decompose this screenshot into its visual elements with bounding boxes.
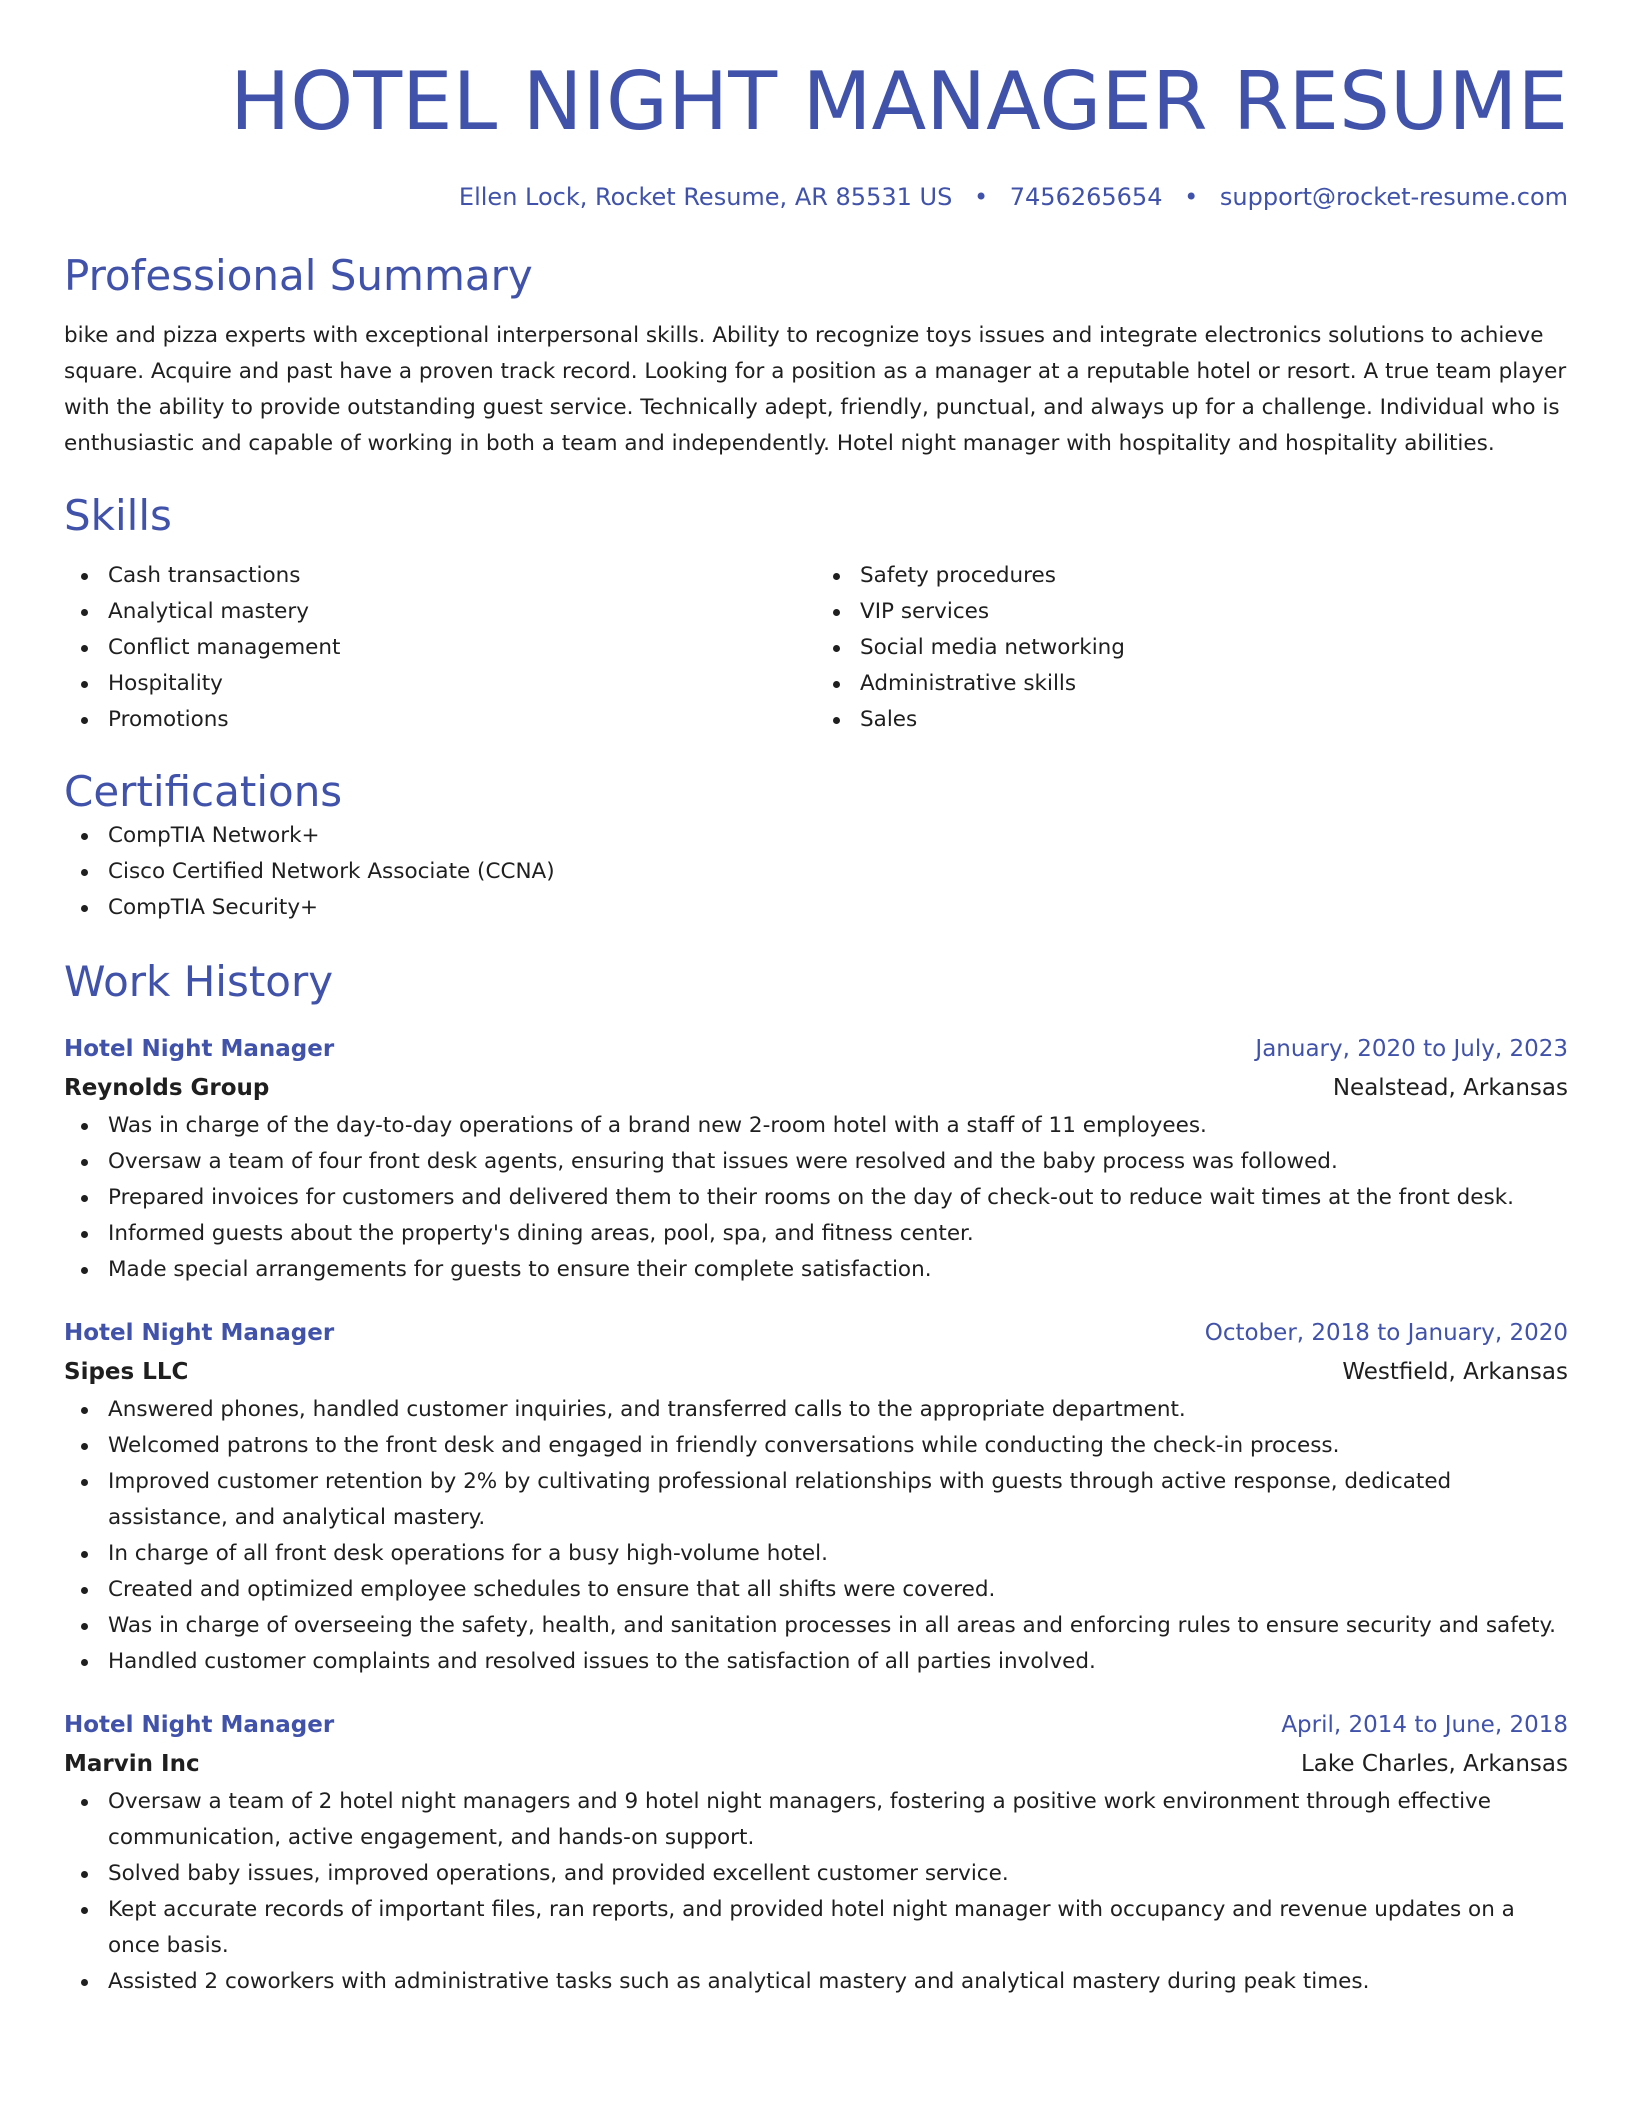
job-location: Lake Charles, Arkansas — [1300, 1751, 1568, 1777]
job-bullet: Informed guests about the property's dining areas, pool, spa, and fitness center. — [108, 1216, 1568, 1252]
job-bullet: Was in charge of the day-to-day operations of a brand new 2-room hotel with a staff of 11 employees. — [108, 1108, 1568, 1144]
skill-item: Sales — [860, 702, 1568, 738]
job-bullet: Solved baby issues, improved operations, and provided excellent customer service. — [108, 1856, 1568, 1892]
job-entry — [64, 1314, 1568, 1680]
job-company: Sipes LLC — [64, 1359, 189, 1385]
work-history-heading: Work History — [64, 957, 334, 1006]
job-entry — [64, 1030, 1568, 1288]
job-bullet: Kept accurate records of important files, ran reports, and provided hotel night manager with occupancy and revenue updates on a once basis. — [108, 1892, 1568, 1964]
job-bullet: Prepared invoices for customers and delivered them to their rooms on the day of check-out to reduce wait times at the front desk. — [108, 1180, 1568, 1216]
resume-title: HOTEL NIGHT MANAGER RESUME — [230, 55, 1568, 148]
skill-item: Cash transactions — [108, 558, 816, 594]
job-title: Hotel Night Manager — [64, 1036, 335, 1062]
job-dates: January, 2020 to July, 2023 — [1255, 1036, 1568, 1062]
job-title: Hotel Night Manager — [64, 1320, 335, 1346]
job-subheader — [64, 1744, 1568, 1784]
job-location: Nealstead, Arkansas — [1332, 1075, 1568, 1101]
contact-line — [64, 180, 1568, 214]
skill-item: VIP services — [860, 594, 1568, 630]
skill-item: Promotions — [108, 702, 816, 738]
skills-column-left — [64, 558, 816, 738]
job-bullet: Improved customer retention by 2% by cultivating professional relationships with guests through active response, dedicated assistance, and analytical mastery. — [108, 1464, 1568, 1536]
job-bullet: Created and optimized employee schedules to ensure that all shifts were covered. — [108, 1572, 1568, 1608]
contact-separator: • — [973, 183, 989, 211]
job-bullet: Handled customer complaints and resolved issues to the satisfaction of all parties involved. — [108, 1644, 1568, 1680]
contact-phone: 7456265654 — [1009, 183, 1163, 211]
skills-column-right — [816, 558, 1568, 738]
work-history-list — [64, 1030, 1568, 2000]
certifications-heading: Certifications — [64, 767, 343, 816]
job-bullet: In charge of all front desk operations for a busy high-volume hotel. — [108, 1536, 1568, 1572]
skill-item: Hospitality — [108, 666, 816, 702]
job-bullet: Was in charge of overseeing the safety, health, and sanitation processes in all areas and enforcing rules to ensure security and safety. — [108, 1608, 1568, 1644]
skill-item: Social media networking — [860, 630, 1568, 666]
job-location: Westfield, Arkansas — [1342, 1359, 1568, 1385]
certifications-list — [64, 818, 1568, 926]
job-bullet: Assisted 2 coworkers with administrative tasks such as analytical mastery and analytical mastery during peak times. — [108, 1964, 1568, 2000]
job-company: Marvin Inc — [64, 1751, 200, 1777]
skill-item: Administrative skills — [860, 666, 1568, 702]
job-bullet: Oversaw a team of 2 hotel night managers and 9 hotel night managers, fostering a positive work environment through effective communication, active engagement, and hands-on support. — [108, 1784, 1568, 1856]
job-entry — [64, 1706, 1568, 2000]
contact-email: support@rocket-resume.com — [1219, 183, 1568, 211]
contact-address: Ellen Lock, Rocket Resume, AR 85531 US — [458, 183, 953, 211]
job-dates: October, 2018 to January, 2020 — [1204, 1320, 1568, 1346]
certification-item: CompTIA Network+ — [108, 818, 1568, 854]
job-bullets — [64, 1784, 1568, 2000]
summary-heading: Professional Summary — [64, 251, 533, 300]
job-subheader — [64, 1068, 1568, 1108]
skills-grid — [64, 558, 1568, 738]
job-header — [64, 1706, 1568, 1744]
certification-item: Cisco Certified Network Associate (CCNA) — [108, 854, 1568, 890]
skill-item: Conflict management — [108, 630, 816, 666]
job-company: Reynolds Group — [64, 1075, 270, 1101]
job-bullet: Made special arrangements for guests to ensure their complete satisfaction. — [108, 1252, 1568, 1288]
job-dates: April, 2014 to June, 2018 — [1281, 1712, 1568, 1738]
job-bullets — [64, 1392, 1568, 1680]
job-title: Hotel Night Manager — [64, 1712, 335, 1738]
certification-item: CompTIA Security+ — [108, 890, 1568, 926]
skill-item: Analytical mastery — [108, 594, 816, 630]
job-bullets — [64, 1108, 1568, 1288]
job-bullet: Oversaw a team of four front desk agents, ensuring that issues were resolved and the baby process was followed. — [108, 1144, 1568, 1180]
job-bullet: Welcomed patrons to the front desk and engaged in friendly conversations while conducting the check-in process. — [108, 1428, 1568, 1464]
summary-text: bike and pizza experts with exceptional interpersonal skills. Ability to recognize toys issues and integrate electronics solutions to achieve square. Acquire and past have a proven track record. Looking for a position as a manager at a reputable hotel or resort. A true team player with the ability to provide outstanding guest service. Technically adept, friendly, punctual, and always up for a challenge. Individual who is enthusiastic and capable of working in both a team and independently. Hotel night manager with hospitality and hospitality abilities. — [64, 323, 1567, 456]
skills-heading: Skills — [64, 491, 172, 540]
job-subheader — [64, 1352, 1568, 1392]
contact-separator: • — [1184, 183, 1199, 211]
job-header — [64, 1314, 1568, 1352]
job-header — [64, 1030, 1568, 1068]
job-bullet: Answered phones, handled customer inquiries, and transferred calls to the appropriate department. — [108, 1392, 1568, 1428]
resume-page — [64, 0, 1568, 2000]
skill-item: Safety procedures — [860, 558, 1568, 594]
